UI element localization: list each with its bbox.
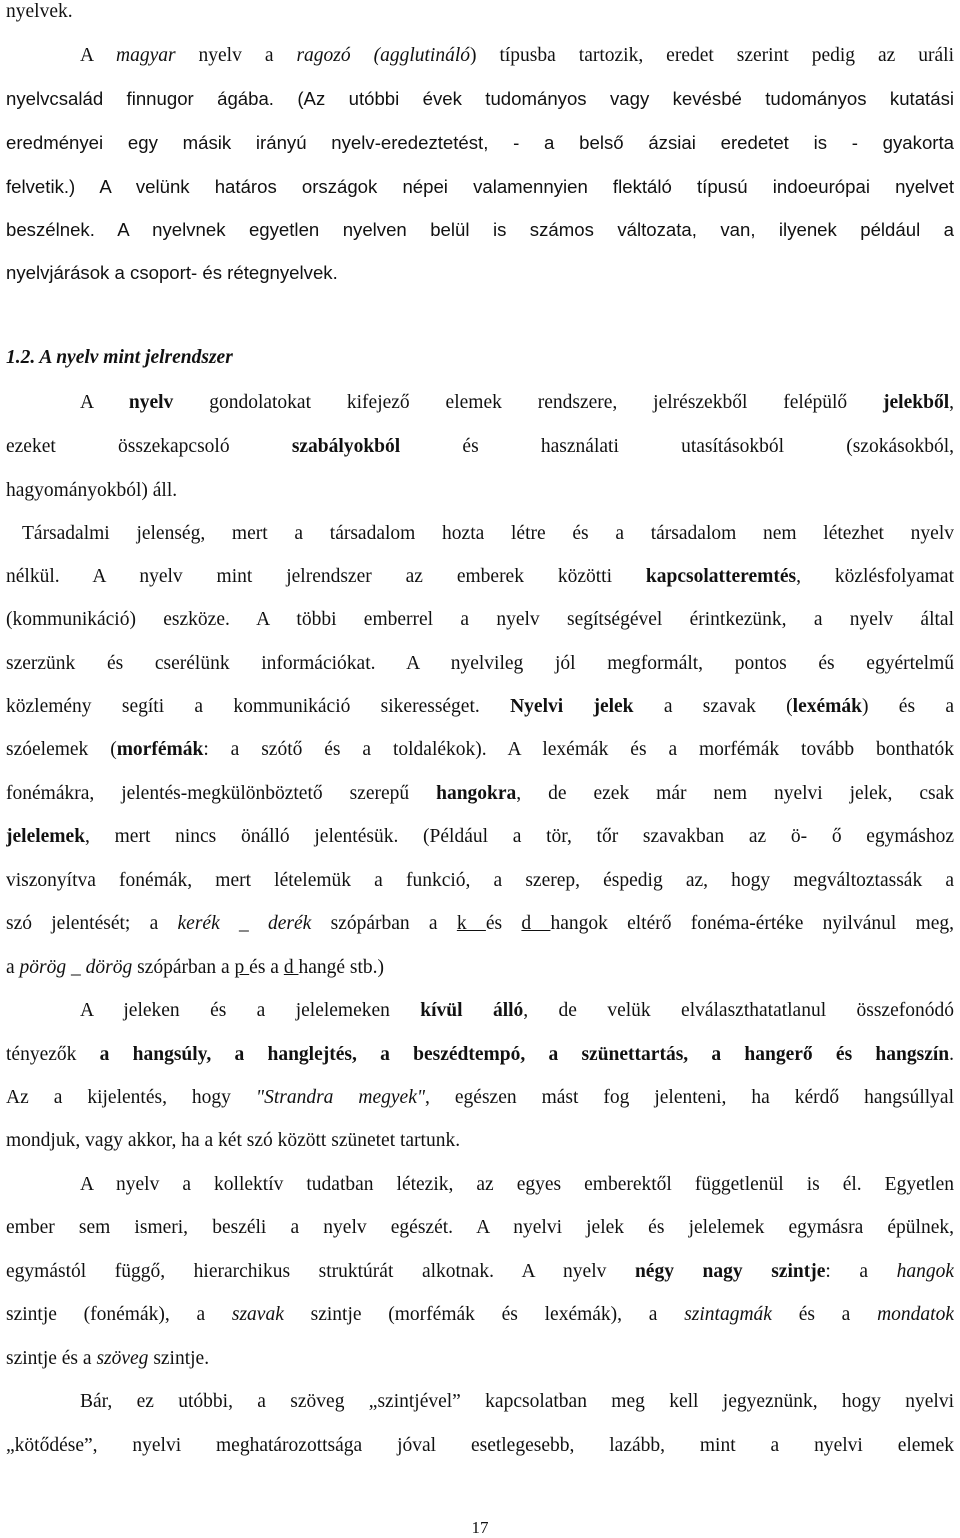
text-run: p [234,958,250,978]
text-run: mondatok [877,1305,954,1325]
text-run: d [283,958,299,978]
text-line: A nyelv a kollektív tudatban létezik, az egyes emberektől függetlenül is él. Egyetlen [80,1175,954,1195]
text-run: magyar [115,46,176,66]
text-line: A nyelv gondolatokat kifejező elemek rendszere, jelrészekből felépülő jelekből, [80,393,954,413]
text-run: kerék _ derék [177,914,312,934]
text-line: eredményei egy másik irányú nyelv-eredeztetést, - a belső ázsiai eredetet is - gyakorta [6,134,954,153]
text-line: „kötődése”, nyelvi meghatározottsága jóval esetlegesebb, lazább, mint a nyelvi elemek [6,1436,954,1456]
text-line: szóelemek (morfémák: a szótő és a toldalékok). A lexémák és a morfémák tovább bonthatók [6,740,954,760]
text-run: szavak [231,1305,284,1325]
text-run: szintagmák [684,1305,772,1325]
text-run: szabályokból [291,437,401,457]
text-line: (kommunikáció) eszköze. A többi emberrel a nyelv segítségével érintkezünk, a nyelv által [6,610,954,630]
text-line: tényezők a hangsúly, a hanglejtés, a beszédtempó, a szünettartás, a hangerő és hangszín. [6,1045,954,1065]
page-number: 17 [471,1518,489,1537]
text-run: hangokra [436,784,517,804]
text-run: d [521,914,551,934]
text-run: jelekből [883,393,950,413]
text-run: kapcsolatteremtés [645,567,797,587]
text-line: A magyar nyelv a ragozó (agglutináló) típusba tartozik, eredet szerint pedig az uráli [80,46,954,66]
text-line: ember sem ismeri, beszéli a nyelv egészét. A nyelvi jelek és jelelemek egymásra épülnek, [6,1218,954,1238]
text-line: mondjuk, vagy akkor, ha a két szó között szünetet tartunk. [6,1131,461,1151]
text-line: fonémákra, jelentés-megkülönböztető szerepű hangokra, de ezek már nem nyelvi jelek, csak [6,784,954,804]
text-run: szöveg [96,1349,149,1369]
text-line: Társadalmi jelenség, mert a társadalom hozta létre és a társadalom nem létezhet nyelv [22,524,954,544]
text-line: felvetik.) A velünk határos országok népei valamennyien flektáló típusú indoeurópai nyelvet [6,178,954,197]
text-run: a hangsúly, a hanglejtés, a beszédtempó, a szünettartás, a hangerő és hangszín [99,1045,950,1065]
text-line: közlemény segíti a kommunikáció sikerességet. Nyelvi jelek a szavak (lexémák) és a [6,697,954,717]
text-line: Az a kijelentés, hogy "Strandra megyek", egészen mást fog jelenteni, ha kérdő hangsúllyal [6,1088,954,1108]
text-line: nyelvek. [6,2,73,22]
text-run: "Strandra megyek" [255,1088,426,1108]
text-line: beszélnek. A nyelvnek egyetlen nyelven belül is számos változata, van, ilyenek például a [6,221,954,240]
text-line: szerzünk és cserélünk információkat. A nyelvileg jól megformált, pontos és egyértelmű [6,654,954,674]
text-line: egymástól függő, hierarchikus struktúrát alkotnak. A nyelv négy nagy szintje: a hangok [6,1262,954,1282]
text-run: pörög _ dörög [19,958,133,978]
text-run: kívül álló [420,1001,524,1021]
text-line: szintje és a szöveg szintje. [6,1349,210,1369]
text-line: jelelemek, mert nincs önálló jelentésük. (Például a tör, tőr szavakban az ö- ő egymáshoz [6,827,954,847]
text-run: nyelv [128,393,174,413]
text-run: jelelemek [6,827,86,847]
text-line: A jeleken és a jelelemeken kívül álló, de velük elválaszthatatlanul összefonódó [80,1001,954,1021]
text-line: nyelvjárások a csoport- és rétegnyelvek. [6,264,338,283]
text-line: szó jelentését; a kerék _ derék szópárban a k és d hangok eltérő fonéma-értéke nyilvánul meg, [6,914,954,934]
text-line: nyelvcsalád finnugor ágába. (Az utóbbi évek tudományos vagy kevésbé tudományos kutatási [6,90,954,109]
text-run: Nyelvi jelek [510,697,634,717]
text-line: szintje (fonémák), a szavak szintje (morfémák és lexémák), a szintagmák és a mondatok [6,1305,954,1325]
text-run: morfémák [116,740,204,760]
section-heading: 1.2. A nyelv mint jelrendszer [6,348,233,368]
text-line: Bár, ez utóbbi, a szöveg „szintjével” kapcsolatban meg kell jegyeznünk, hogy nyelvi [80,1392,954,1412]
text-line: viszonyítva fonémák, mert lételemük a funkció, a szerep, éspedig az, hogy megváltoztassák a [6,871,954,891]
text-line: hagyományokból) áll. [6,481,178,501]
text-run: lexémák [792,697,862,717]
text-line: a pörög _ dörög szópárban a p és a d hangé stb.) [6,958,385,978]
text-run: hangok [896,1262,954,1282]
text-run: ragozó (agglutináló [296,46,471,66]
text-line: nélkül. A nyelv mint jelrendszer az emberek közötti kapcsolatteremtés, közlésfolyamat [6,567,954,587]
text-run: négy nagy szintje [634,1262,826,1282]
text-line: ezeket összekapcsoló szabályokból és használati utasításokból (szokásokból, [6,437,954,457]
text-run: k [456,914,486,934]
